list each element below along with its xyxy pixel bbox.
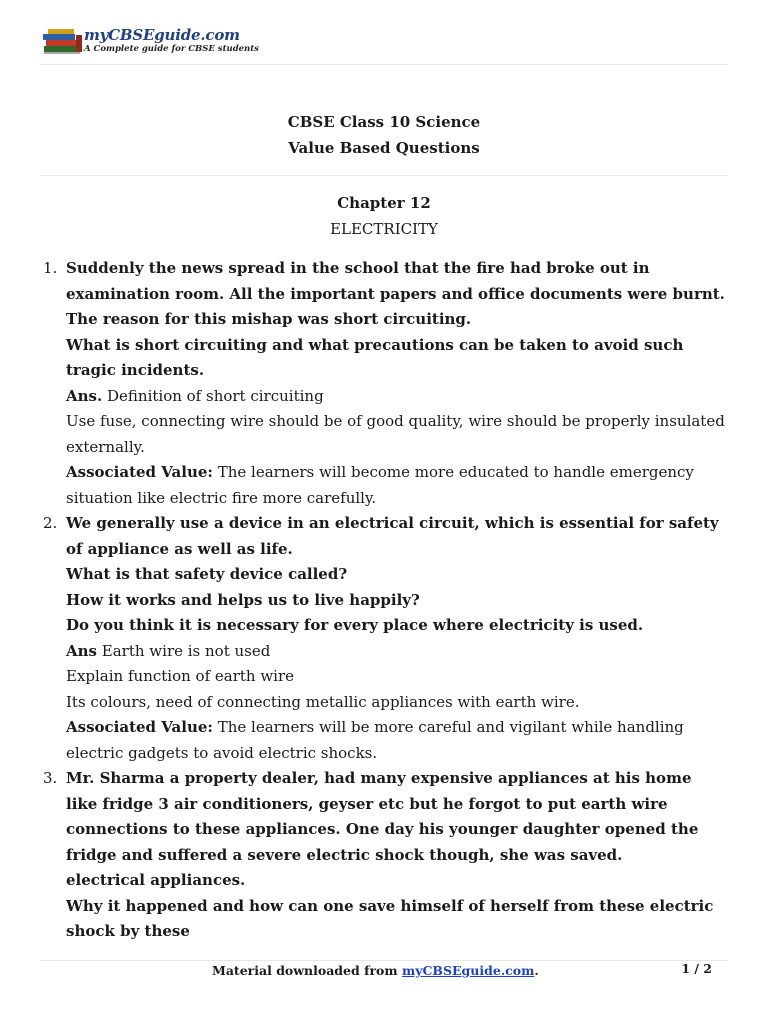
title-line-1: CBSE Class 10 Science	[287, 113, 481, 131]
question-item	[40, 256, 728, 511]
chapter-number: Chapter 12	[337, 194, 431, 212]
value-text: The learners will become more educated to handle emergency situation like electric fire more carefully.	[66, 463, 694, 507]
question-number: 2.	[43, 514, 58, 532]
answer-text: Definition of short circuiting	[107, 386, 324, 405]
question-text: Do you think it is necessary for every place where electricity is used.	[66, 616, 644, 634]
chapter-title: ELECTRICITY	[330, 219, 438, 238]
question-text: We generally use a device in an electrical circuit, which is essential for safety of appliance as well as life.	[66, 514, 719, 558]
books-logo-icon	[40, 26, 84, 56]
questions-list	[40, 256, 728, 945]
footer-prefix: Material downloaded from	[212, 963, 402, 978]
divider	[40, 175, 728, 176]
question-text: How it works and helps us to live happily?	[66, 590, 420, 609]
question-item	[40, 511, 728, 766]
brand-name: myCBSEguide.com	[84, 26, 240, 44]
question-text: Mr. Sharma a property dealer, had many expensive appliances at his home like fridge 3 air conditioners, geyser etc but he forgot to put earth wire connections to these appliances. One day his younger daughter opened the fridge and suffered a severe electric shock though, she was saved.	[66, 769, 699, 864]
answer-line	[66, 384, 728, 410]
page-header	[40, 24, 728, 65]
question-number: 3.	[43, 769, 58, 787]
page-footer	[40, 960, 728, 985]
question-text: What is short circuiting and what precautions can be taken to avoid such tragic incidents.	[66, 335, 684, 379]
footer-suffix: .	[534, 963, 539, 978]
answer-label: Ans.	[66, 386, 103, 405]
chapter-heading	[40, 191, 728, 242]
question-text: Why it happened and how can one save himself of herself from these electric shock by these	[66, 896, 714, 940]
question-number: 1.	[43, 259, 58, 277]
answer-text: Use fuse, connecting wire should be of good quality, wire should be properly insulated externally.	[66, 412, 725, 456]
value-label: Associated Value:	[66, 718, 213, 736]
answer-line	[66, 639, 728, 665]
value-label: Associated Value:	[66, 463, 213, 481]
question-text: Suddenly the news spread in the school that the fire had broke out in examination room. All the important papers and office documents were burnt. The reason for this mishap was short circuiting.	[66, 259, 725, 328]
title-line-2: Value Based Questions	[288, 138, 480, 157]
page-number: 1 / 2	[681, 961, 712, 976]
associated-value	[66, 715, 728, 766]
question-text: electrical appliances.	[66, 871, 246, 889]
value-text: The learners will be more careful and vigilant while handling electric gadgets to avoid electric shocks.	[66, 718, 684, 762]
answer-text: Earth wire is not used	[101, 641, 271, 660]
brand-tagline: A Complete guide for CBSE students	[84, 44, 259, 54]
question-text: What is that safety device called?	[66, 565, 348, 583]
document-title	[40, 110, 728, 161]
answer-label: Ans	[66, 641, 97, 660]
question-item	[40, 766, 728, 945]
footer-site-link[interactable]: myCBSEguide.com	[401, 963, 535, 978]
footer-text	[212, 963, 539, 978]
associated-value	[66, 460, 728, 511]
answer-text: Its colours, need of connecting metallic appliances with earth wire.	[66, 692, 580, 711]
answer-text: Explain function of earth wire	[66, 667, 295, 685]
